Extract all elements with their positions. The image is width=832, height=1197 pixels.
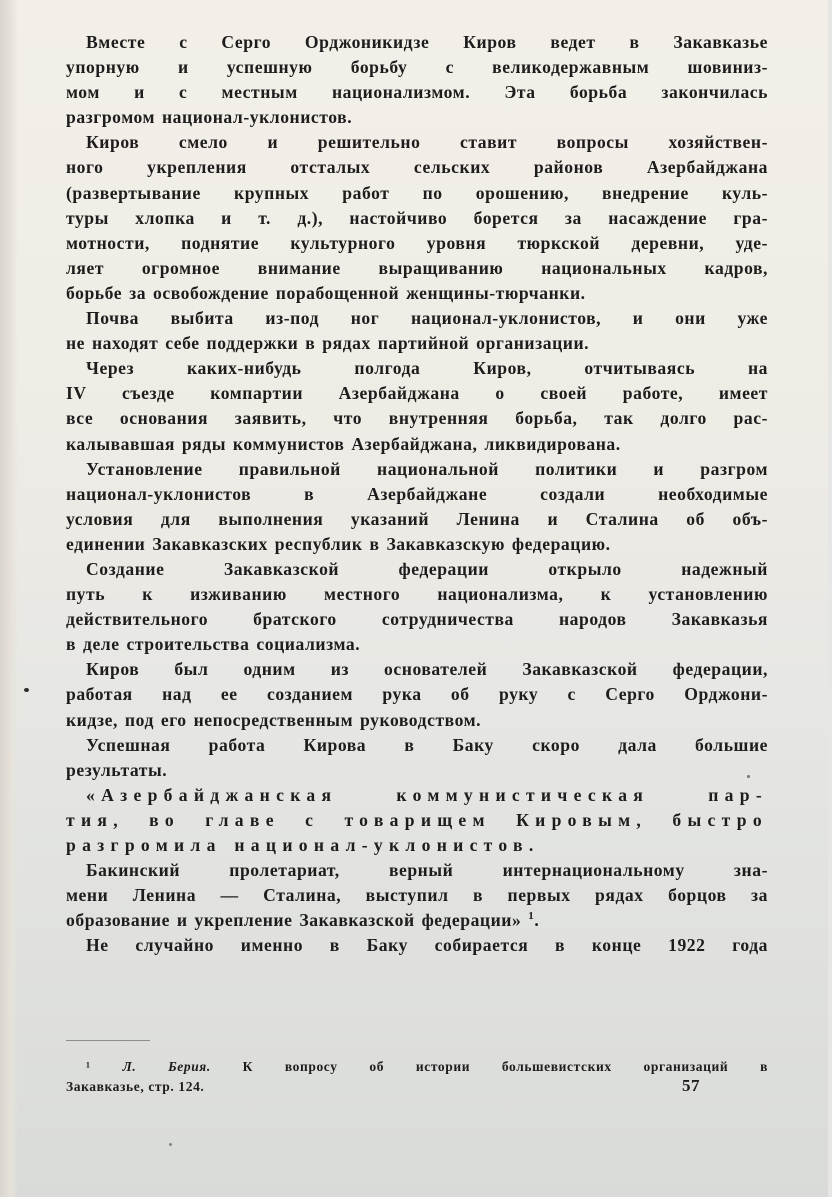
paragraph [66, 933, 768, 958]
text-line: упорную и успешную борьбу с великодержавным шовиниз- [66, 57, 768, 78]
footnote-line: Закавказье, стр. 124. [66, 1079, 205, 1094]
book-page [66, 30, 768, 958]
scan-speck [747, 775, 750, 778]
text-line: условия для выполнения указаний Ленина и Сталина об объ- [66, 508, 768, 529]
paragraph [66, 130, 768, 306]
text-line: Создание Закавказской федерации открыло надежный [86, 558, 768, 579]
footnote-title: К вопросу об истории большевистских организаций в [242, 1059, 768, 1074]
text-line: (развертывание крупных работ по орошению, внедрение куль- [66, 182, 768, 203]
text-line: IV съезде компартии Азербайджана о своей работе, имеет [66, 383, 768, 404]
text-line: образование и укрепление Закавказской федерации» $^1$. [66, 910, 540, 931]
text-line: все основания заявить, что внутренняя борьба, так долго рас- [66, 408, 768, 429]
text-line: Почва выбита из-под ног национал-уклонистов, и они уже [86, 308, 768, 329]
quotation-emphasized [66, 783, 768, 858]
text-line: результаты. [66, 759, 168, 780]
text-line: Успешная работа Кирова в Баку скоро дала большие [86, 734, 768, 755]
text-line: разгромила национал-уклонистов. [66, 835, 540, 855]
text-line: мом и с местным национализмом. Эта борьба закончилась [66, 82, 768, 103]
text-line: Установление правильной национальной политики и разгром [86, 458, 768, 479]
text-line: в деле строительства социализма. [66, 634, 361, 655]
text-line: борьбе за освобождение порабощенной женщины-тюрчанки. [66, 282, 586, 303]
text-line-content: образование и укрепление Закавказской федерации» [66, 910, 522, 931]
text-line: Через каких-нибудь полгода Киров, отчитываясь на [86, 358, 768, 379]
text-line: туры хлопка и т. д.), настойчиво борется за насаждение гра- [66, 207, 768, 228]
text-line: калывавшая ряды коммунистов Азербайджана, ликвидирована. [66, 433, 621, 454]
paragraph [66, 457, 768, 557]
paragraph [66, 356, 768, 456]
text-line: «Азербайджанская коммунистическая пар- [86, 784, 768, 805]
scan-speck [169, 1143, 172, 1146]
page-left-edge-shadow [0, 0, 18, 1197]
text-line: кидзе, под его непосредственным руководством. [66, 709, 482, 730]
text-line: единении Закавказских республик в Закавказскую федерацию. [66, 533, 611, 554]
text-line: мотности, поднятие культурного уровня тюркской деревни, уде- [66, 232, 768, 253]
text-line: Вместе с Серго Орджоникидзе Киров ведет в Закавказье [86, 32, 768, 52]
paragraph [66, 557, 768, 657]
footnote-separator [66, 1040, 150, 1041]
paragraph [66, 306, 768, 356]
page-right-edge [828, 0, 832, 1197]
page-number: 57 [682, 1076, 700, 1095]
footnote-line [66, 1057, 768, 1077]
paragraph [66, 30, 768, 130]
quotation [66, 858, 768, 933]
footnote-marker: ¹ [86, 1059, 91, 1074]
text-line: тия, во главе с товарищем Кировым, быстро [66, 809, 768, 830]
text-line: национал-уклонистов в Азербайджане создали необходимые [66, 483, 768, 504]
text-line: Киров смело и решительно ставит вопросы хозяйствен- [86, 132, 768, 153]
body-text [66, 30, 768, 958]
text-line: путь к изживанию местного национализма, к установлению [66, 584, 768, 605]
paragraph [66, 657, 768, 732]
text-line: мени Ленина — Сталина, выступил в первых рядах борцов за [66, 885, 768, 906]
text-line: не находят себе поддержки в рядах партийной организации. [66, 333, 590, 354]
text-line: работая над ее созданием рука об руку с Серго Орджони- [66, 684, 768, 705]
text-line: ляет огромное внимание выращиванию национальных кадров, [66, 257, 768, 278]
text-line: Не случайно именно в Баку собирается в конце 1922 года [86, 935, 768, 956]
paragraph [66, 733, 768, 783]
footnote [66, 1057, 768, 1097]
footnote-reference[interactable]: 1 [528, 910, 535, 923]
footnote-author: Л. Берия. [122, 1059, 211, 1074]
text-line: действительного братского сотрудничества народов Закавказья [66, 609, 768, 630]
text-line: ного укрепления отсталых сельских районов Азербайджана [66, 157, 768, 178]
scan-speck [24, 688, 29, 692]
text-line: Киров был одним из основателей Закавказской федерации, [86, 659, 768, 680]
text-line: Бакинский пролетариат, верный интернациональному зна- [86, 860, 768, 881]
text-line: разгромом национал-уклонистов. [66, 107, 353, 128]
